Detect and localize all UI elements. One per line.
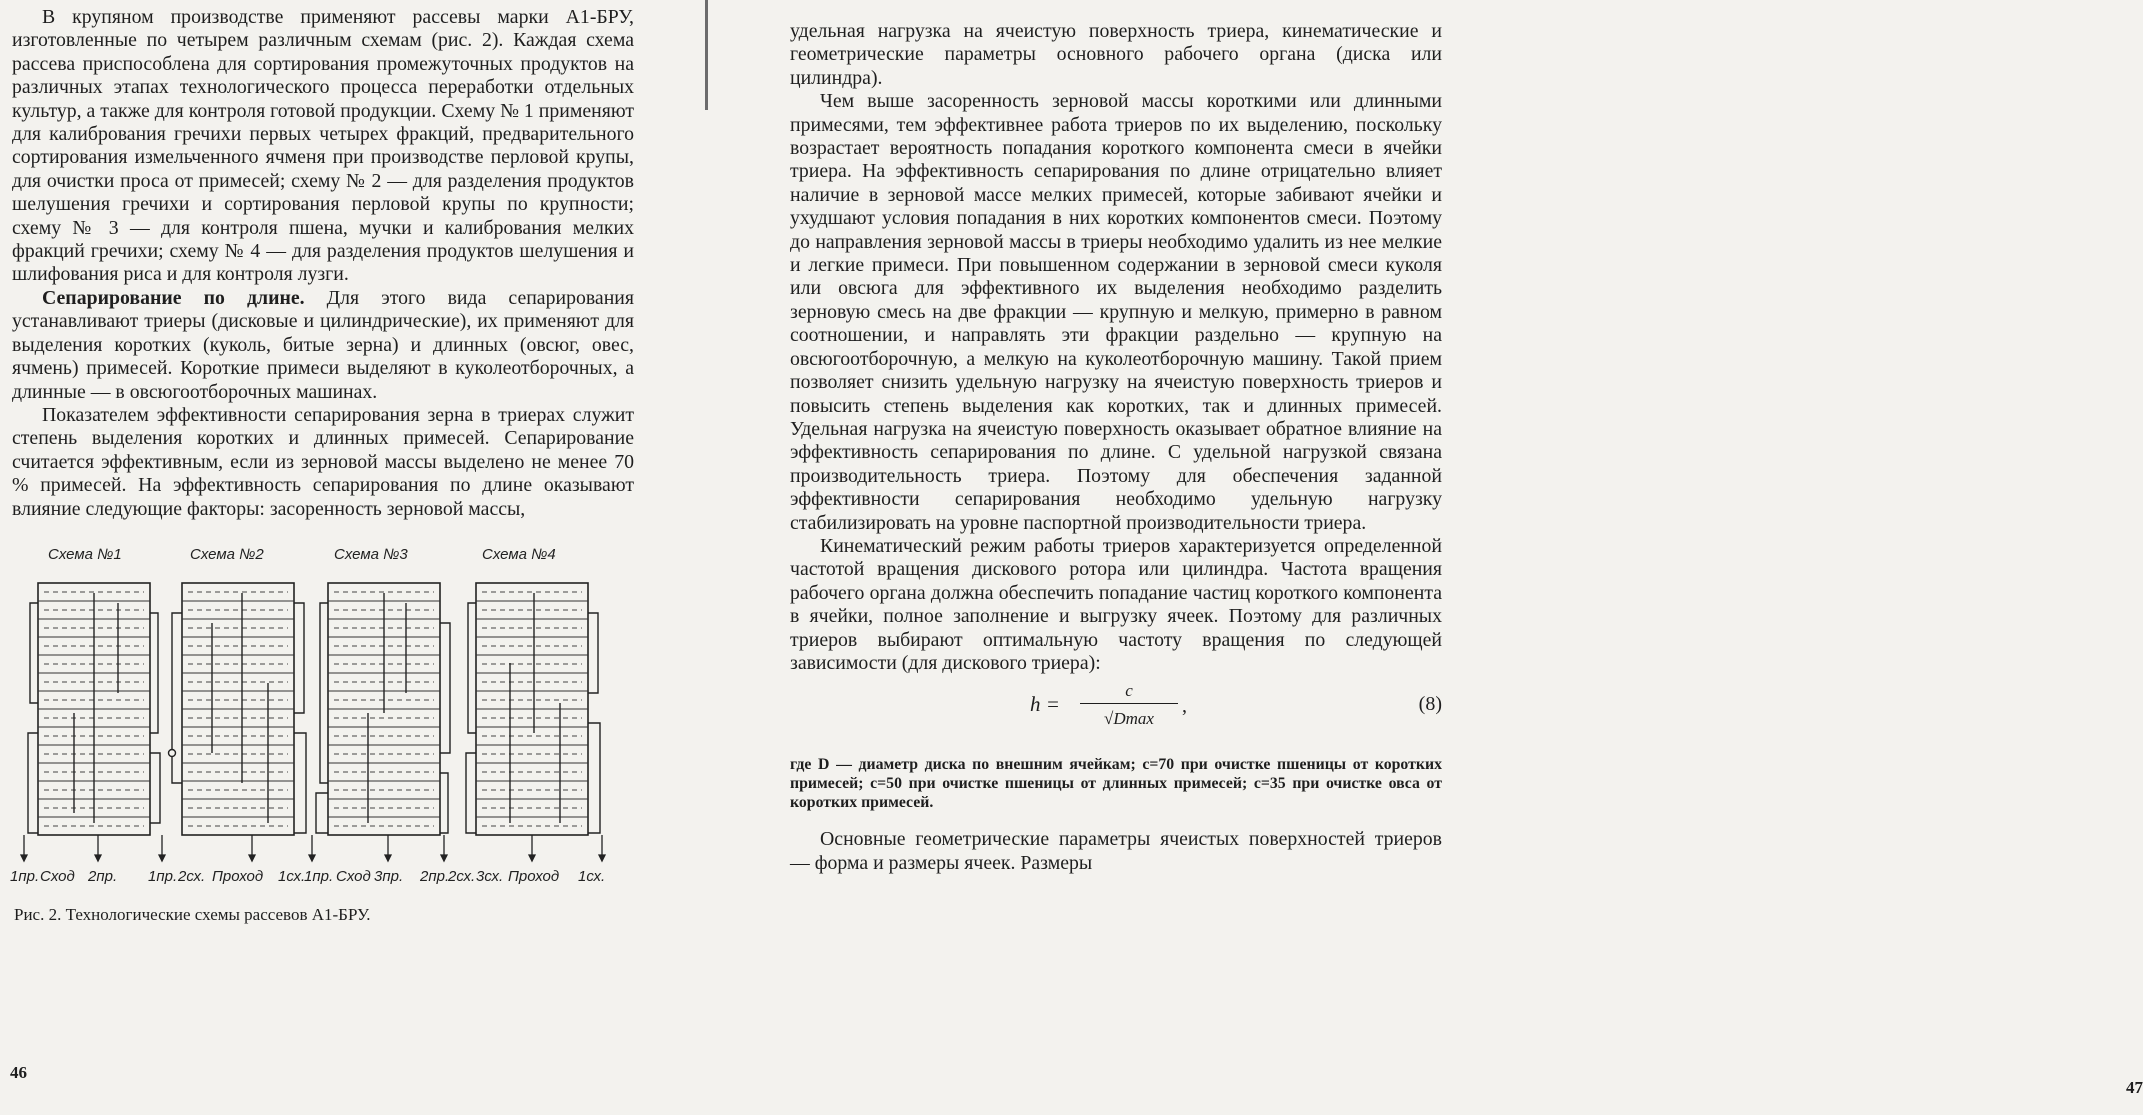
output-label: 1пр.	[10, 867, 40, 885]
output-label: Сход	[336, 867, 371, 885]
length-separation-text: Для этого вида сепарирования устанавливают триеры (дисковые и цилиндрические), их применяют для выделения коротких (куколь, битые зерна) и длинных (овсюг, овес, ячмень) примесей. Короткие примеси выделяют в куколеотборочных, а длинные — в овсюгоотборочных машинах.	[12, 286, 634, 403]
output-label: 3сх.	[476, 867, 504, 885]
formula-explanation: где D — диаметр диска по внешним ячейкам; c=70 при очистке пшеницы от коротких примесей; c=50 при очистке пшеницы от длинных примесей; c=35 при очистке овса от коротких примесей.	[790, 756, 1442, 812]
output-labels	[10, 868, 605, 885]
formula-fraction	[1080, 679, 1178, 730]
right-text-column	[790, 20, 1442, 875]
page-number-left: 46	[10, 1063, 27, 1082]
scheme-title-2: Схема №2	[190, 545, 264, 563]
paragraph-kinematic-mode: Кинематический режим работы триеров характеризуется определенной частотой вращения дискового ротора или цилиндра. Частота вращения рабочего органа должна обеспечить попадание частиц короткого компонента в ячейки, полное заполнение и выгрузку ячеек. Поэтому для различных триеров выбирают оптимальную частоту вращения по следующей зависимости (для дискового триера):	[790, 534, 1442, 674]
figure-sieve-schemes	[12, 539, 652, 925]
page-number-right: 47	[2126, 1078, 2143, 1097]
scheme-stack-4	[466, 583, 600, 835]
scheme-stack-2	[169, 583, 307, 835]
paragraph-geometric-parameters: Основные геометрические параметры ячеистых поверхностей триеров — форма и размеры ячеек. Размеры	[790, 828, 1442, 874]
formula-comma: ,	[1182, 695, 1187, 718]
left-text-column	[12, 6, 634, 521]
gutter-line	[705, 0, 708, 110]
output-label: 2сх.	[178, 867, 206, 885]
output-label: 2пр.	[88, 867, 118, 885]
scheme-stack-1	[28, 583, 160, 835]
output-label: 1сх.	[278, 867, 306, 885]
paragraph-efficiency: Показателем эффективности сепарирования зерна в триерах служит степень выделения коротких и длинных примесей. Сепарирование считается эффективным, если из зерновой массы выделено не менее 70 % примесей. На эффективность сепарирования по длине оказывают влияние следующие факторы: засоренность зерновой массы,	[12, 403, 634, 520]
fraction-bar	[1080, 703, 1178, 704]
paragraph-contamination: Чем выше засоренность зерновой массы короткими или длинными примесями, тем эффективнее работа триеров по их выделению, поскольку возрастает вероятность попадания короткого компонента смеси в ячейки триера. На эффективность сепарирования по длине отрицательно влияет наличие в зерновой массе мелких примесей, которые забивают ячейки и ухудшают условия попадания в них коротких компонентов смеси. Поэтому до направления зерновой массы в триеры необходимо удалить из нее мелкие и легкие примеси. При повышенном содержании в зерновой смеси куколя или овсюга для эффективного их выделения необходимо разделить зерновую смесь на две фракции — крупную и мелкую, примерно в равном соотношении, и направлять эти фракции раздельно — крупную на овсюгоотборочную, а мелкую на куколеотборочную машину. Такой прием позволяет снизить удельную нагрузку на ячеистую поверхность триеров и повысить степень выделения как коротких, так и длинных примесей. Удельная нагрузка на ячеистую поверхность оказывает обратное влияние на эффективность сепарирования по длине. С удельной нагрузкой связана производительность триера. Поэтому для обеспечения заданной эффективности сепарирования необходимо удельную нагрузку стабилизировать на уровне паспортной производительности триера.	[790, 90, 1442, 534]
output-label: 1сх.	[578, 867, 606, 885]
formula-lhs: h =	[1030, 692, 1060, 717]
output-label: 3пр.	[374, 867, 404, 885]
scheme-title-4: Схема №4	[482, 545, 556, 563]
output-arrows	[21, 835, 605, 861]
formula-8	[790, 679, 1442, 755]
scheme-title-1: Схема №1	[48, 545, 122, 563]
right-page	[722, 0, 2143, 1115]
paragraph-continuation: удельная нагрузка на ячеистую поверхность триера, кинематические и геометрические параметры основного рабочего органа (диска или цилиндра).	[790, 20, 1442, 89]
output-label: 2пр.	[420, 867, 450, 885]
output-label: 1пр.	[304, 867, 334, 885]
output-label: Проход	[508, 867, 560, 885]
left-page	[0, 0, 720, 1115]
figure-caption: Рис. 2. Технологические схемы рассевов А1-БРУ.	[14, 904, 371, 924]
formula-numerator: c	[1125, 681, 1133, 701]
scheme-title-3: Схема №3	[334, 545, 408, 563]
equation-number: (8)	[1418, 693, 1442, 716]
scheme-stack-3	[316, 583, 450, 835]
formula-denominator: √Dmax	[1104, 709, 1154, 729]
section-heading-length-separation: Сепарирование по длине.	[42, 286, 305, 309]
output-label: Проход	[212, 867, 264, 885]
paragraph-sieve-schemes: В крупяном производстве применяют рассевы марки А1-БРУ, изготовленные по четырем различным схемам (рис. 2). Каждая схема рассева приспособлена для сортирования промежуточных продуктов на различных этапах технологического процесса переработки отдельных культур, а также для контроля готовой продукции. Схему № 1 применяют для калибрования гречихи первых четырех фракций, предварительного сортирования измельченного ячменя при производстве перловой крупы, для очистки проса от примесей; схему № 2 — для разделения продуктов шелушения гречихи и сортирования перловой крупы по крупности; схему № 3 — для контроля пшена, мучки и калибрования мелких фракций гречихи; схему № 4 — для разделения продуктов шелушения и шлифования риса и для контроля лузги.	[12, 6, 634, 286]
sieve-schemes-diagram	[12, 539, 652, 891]
output-label: 2сх.	[448, 867, 476, 885]
output-label: 1пр.	[148, 867, 178, 885]
output-label: Сход	[40, 867, 75, 885]
paragraph-length-separation	[12, 287, 634, 404]
